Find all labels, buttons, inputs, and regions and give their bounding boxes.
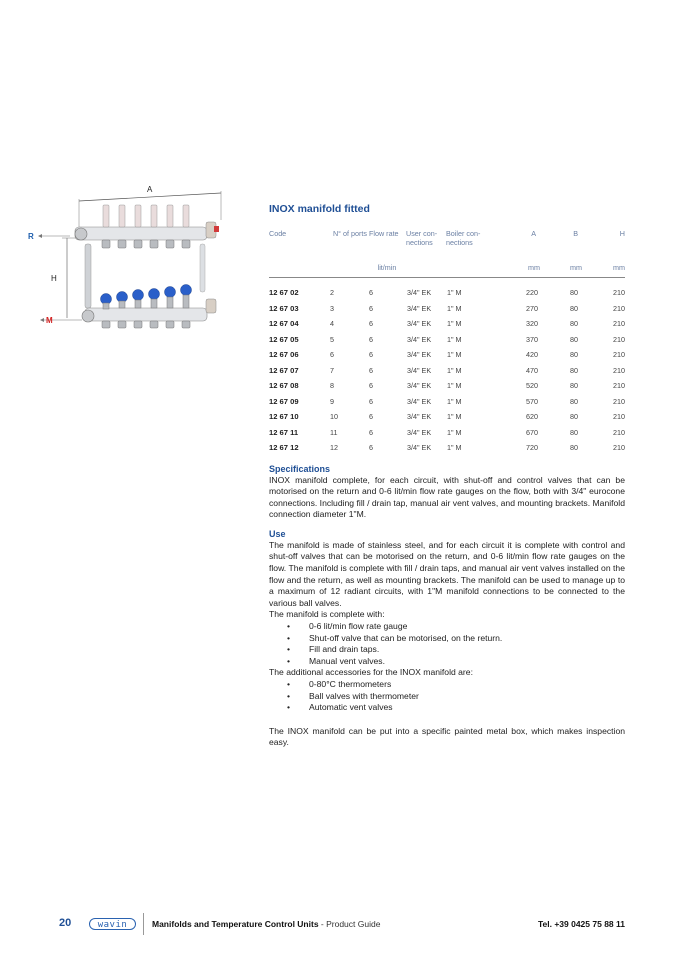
cell-code: 12 67 02: [269, 288, 299, 298]
col-header-ports: N° of ports: [332, 229, 367, 238]
table-row: [269, 409, 625, 425]
table-row: [269, 316, 625, 332]
cell-a: 370: [526, 334, 538, 344]
unit-h: mm: [613, 262, 625, 272]
col-header-boiler-connections: [446, 229, 490, 251]
cell-flow-rate: 6: [369, 365, 373, 375]
cell-boiler-connection: 1" M: [447, 427, 462, 437]
cell-code: 12 67 07: [269, 365, 299, 375]
cell-h: 210: [613, 381, 625, 391]
table-row: [269, 363, 625, 379]
cell-h: 210: [613, 396, 625, 406]
table-row: [269, 440, 625, 456]
col-header-a: A: [531, 229, 536, 238]
cell-ports: 5: [330, 334, 334, 344]
dimension-h-label: H: [51, 274, 57, 283]
cell-code: 12 67 03: [269, 303, 299, 313]
cell-flow-rate: 6: [369, 319, 373, 329]
cell-ports: 7: [330, 365, 334, 375]
return-label: R: [28, 232, 34, 241]
table-row: [269, 394, 625, 410]
footer-phone: Tel. +39 0425 75 88 11: [537, 919, 625, 929]
cell-user-connection: 3/4" EK: [407, 303, 432, 313]
table-row: [269, 378, 625, 394]
cell-h: 210: [613, 334, 625, 344]
table-header-row: [269, 229, 625, 251]
cell-flow-rate: 6: [369, 350, 373, 360]
cell-b: 80: [570, 427, 578, 437]
col-header-h: H: [619, 229, 625, 238]
page-footer: [59, 916, 625, 934]
cell-boiler-connection: 1" M: [447, 288, 462, 298]
cell-code: 12 67 10: [269, 412, 299, 422]
unit-ports: [325, 251, 368, 278]
table-row: [269, 425, 625, 441]
cell-b: 80: [570, 350, 578, 360]
flow-label: M: [46, 316, 53, 325]
cell-h: 210: [613, 443, 625, 453]
table-separator: [269, 278, 625, 286]
boiler-conn-line2: nections: [446, 238, 473, 247]
col-header-b: B: [573, 229, 578, 238]
cell-ports: 12: [330, 443, 338, 453]
cell-ports: 6: [330, 350, 334, 360]
cell-boiler-connection: 1" M: [447, 396, 462, 406]
complete-list: [269, 621, 625, 667]
main-content: [269, 203, 625, 749]
cell-ports: 10: [330, 412, 338, 422]
cell-boiler-connection: 1" M: [447, 334, 462, 344]
cell-user-connection: 3/4" EK: [407, 288, 432, 298]
list-item: • Fill and drain taps.: [309, 644, 625, 656]
cell-flow-rate: 6: [369, 288, 373, 298]
list-item: • 0-6 lit/min flow rate gauge: [309, 621, 625, 633]
cell-a: 720: [526, 443, 538, 453]
cell-h: 210: [613, 303, 625, 313]
cell-a: 420: [526, 350, 538, 360]
specifications-text: INOX manifold complete, for each circuit, with shut-off and control valves that can be motorised on the return and 0-6 lit/min flow rate gauges on the flow, both with 3/4" eurocone connections. Including fill / drain tap, manual air vent valves, and mounting brackets. Manifold connection diameter 1"M.: [269, 474, 625, 520]
list-item: • Ball valves with thermometer: [309, 691, 625, 703]
cell-ports: 8: [330, 381, 334, 391]
cell-boiler-connection: 1" M: [447, 381, 462, 391]
cell-flow-rate: 6: [369, 412, 373, 422]
footer-subtitle: - Product Guide: [318, 919, 381, 929]
page-number: 20: [59, 917, 72, 929]
cell-flow-rate: 6: [369, 334, 373, 344]
cell-boiler-connection: 1" M: [447, 350, 462, 360]
user-conn-line2: nections: [406, 238, 433, 247]
cell-ports: 11: [330, 427, 338, 437]
boiler-conn-line1: Boiler con-: [446, 229, 481, 238]
cell-user-connection: 3/4" EK: [407, 443, 432, 453]
manifold-illustration: [30, 182, 230, 332]
accessories-intro: The additional accessories for the INOX manifold are:: [269, 667, 473, 678]
unit-a: mm: [528, 262, 540, 272]
use-text: The manifold is made of stainless steel, and for each circuit it is complete with control and shut-off valves that can be motorised on the return, and 0-6 lit/min flow rate gauges on the flow. The manifold is complete with fill / drain taps, and manual air vent valves installed on the flow and the return, as well as mounting brackets. The manifold can be used to manage up to a maximum of 12 radiant circuits, with 1"M manifold connections to be connected to the various ball valves.: [269, 539, 625, 608]
return-bar: [75, 227, 207, 240]
footer-divider: [143, 913, 144, 935]
cell-a: 470: [526, 365, 538, 375]
cell-a: 570: [526, 396, 538, 406]
cell-h: 210: [613, 427, 625, 437]
unit-user: [406, 251, 446, 278]
list-item: • Shut-off valve that can be motorised, on the return.: [309, 633, 625, 645]
table-body: [269, 285, 625, 456]
cell-flow-rate: 6: [369, 427, 373, 437]
flow-bar: [85, 308, 207, 321]
cell-user-connection: 3/4" EK: [407, 427, 432, 437]
cell-user-connection: 3/4" EK: [407, 350, 432, 360]
unit-flow-rate: lit/min: [377, 262, 397, 272]
cell-boiler-connection: 1" M: [447, 365, 462, 375]
cell-b: 80: [570, 396, 578, 406]
cell-code: 12 67 11: [269, 427, 299, 437]
cell-code: 12 67 08: [269, 381, 299, 391]
specifications-heading: Specifications: [269, 463, 331, 474]
cell-b: 80: [570, 303, 578, 313]
cell-flow-rate: 6: [369, 303, 373, 313]
cell-a: 670: [526, 427, 538, 437]
cell-a: 320: [526, 319, 538, 329]
cell-a: 520: [526, 381, 538, 391]
cell-h: 210: [613, 319, 625, 329]
footer-title-main: Manifolds and Temperature Control Units: [152, 919, 319, 929]
cell-code: 12 67 05: [269, 334, 299, 344]
cell-b: 80: [570, 381, 578, 391]
product-table: [269, 229, 625, 456]
cell-user-connection: 3/4" EK: [407, 396, 432, 406]
cell-user-connection: 3/4" EK: [407, 319, 432, 329]
cell-user-connection: 3/4" EK: [407, 381, 432, 391]
dimension-a-line: [79, 193, 221, 201]
manifold-drawing: [30, 182, 230, 332]
cell-b: 80: [570, 319, 578, 329]
list-item: • Automatic vent valves: [309, 702, 625, 714]
cell-boiler-connection: 1" M: [447, 443, 462, 453]
cell-ports: 9: [330, 396, 334, 406]
cell-a: 270: [526, 303, 538, 313]
cell-boiler-connection: 1" M: [447, 412, 462, 422]
cell-b: 80: [570, 334, 578, 344]
cell-h: 210: [613, 412, 625, 422]
table-row: [269, 347, 625, 363]
unit-b: mm: [570, 262, 582, 272]
list-item: • Manual vent valves.: [309, 656, 625, 668]
dimension-a-label: A: [147, 185, 153, 194]
cell-ports: 4: [330, 319, 334, 329]
accessories-list: [269, 679, 625, 714]
cell-code: 12 67 04: [269, 319, 299, 329]
use-heading: Use: [269, 528, 286, 539]
cell-boiler-connection: 1" M: [447, 319, 462, 329]
cell-flow-rate: 6: [369, 443, 373, 453]
unit-code: [269, 251, 325, 278]
list-item: • 0-80°C thermometers: [309, 679, 625, 691]
col-header-code: Code: [269, 229, 287, 238]
col-header-flow-rate: Flow rate: [369, 229, 399, 238]
table-units-row: [269, 251, 625, 278]
box-note: The INOX manifold can be put into a specific painted metal box, which makes inspection easy.: [269, 725, 625, 748]
cell-flow-rate: 6: [369, 396, 373, 406]
cell-a: 220: [526, 288, 538, 298]
footer-title: [152, 919, 380, 929]
cell-h: 210: [613, 350, 625, 360]
table-row: [269, 332, 625, 348]
table-row: [269, 285, 625, 301]
cell-a: 620: [526, 412, 538, 422]
complete-intro: The manifold is complete with:: [269, 609, 385, 620]
cell-user-connection: 3/4" EK: [407, 412, 432, 422]
cell-ports: 3: [330, 303, 334, 313]
cell-b: 80: [570, 288, 578, 298]
cell-b: 80: [570, 412, 578, 422]
col-header-user-connections: [406, 229, 446, 251]
cell-code: 12 67 06: [269, 350, 299, 360]
cell-boiler-connection: 1" M: [447, 303, 462, 313]
cell-code: 12 67 09: [269, 396, 299, 406]
cell-h: 210: [613, 365, 625, 375]
cell-ports: 2: [330, 288, 334, 298]
cell-b: 80: [570, 443, 578, 453]
cell-code: 12 67 12: [269, 443, 299, 453]
table-row: [269, 301, 625, 317]
wavin-logo: wavin: [89, 918, 136, 930]
product-title: INOX manifold fitted: [269, 203, 370, 215]
cell-h: 210: [613, 288, 625, 298]
unit-boiler: [446, 251, 490, 278]
cell-b: 80: [570, 365, 578, 375]
cell-user-connection: 3/4" EK: [407, 365, 432, 375]
cell-user-connection: 3/4" EK: [407, 334, 432, 344]
user-conn-line1: User con-: [406, 229, 438, 238]
cell-flow-rate: 6: [369, 381, 373, 391]
